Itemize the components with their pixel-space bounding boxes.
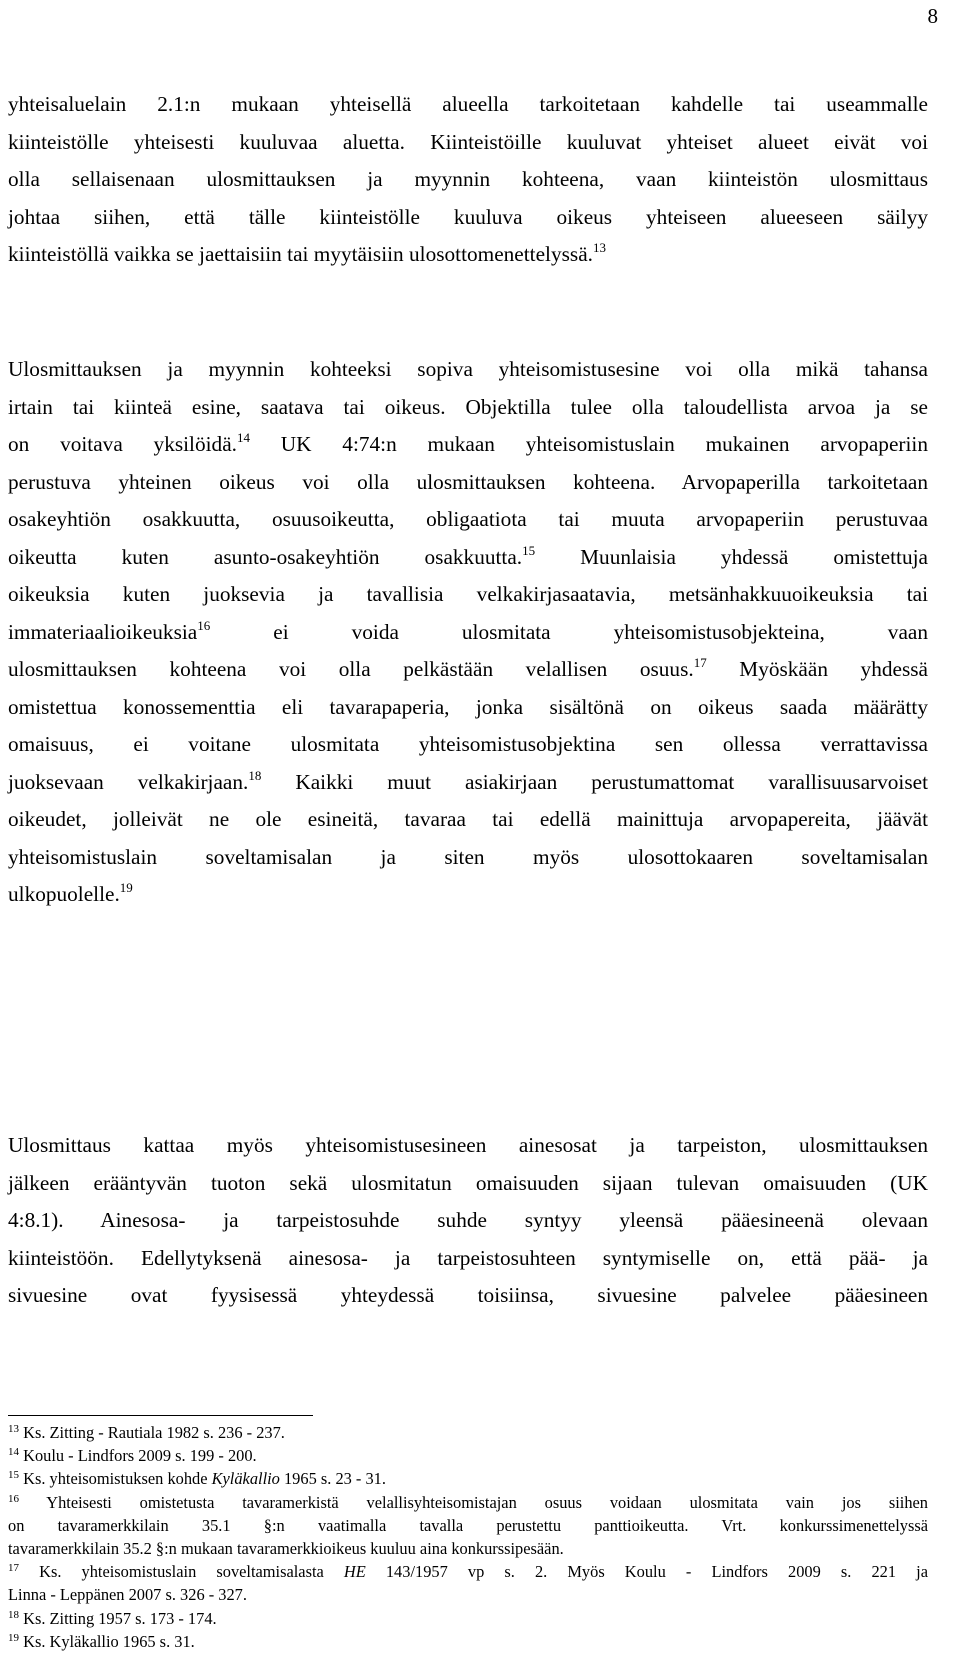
footnote-15 — [8, 1467, 928, 1490]
text-line: kiinteistöön. Edellytyksenä ainesosa- ja tarpeistosuhteen syntymiselle on, että pää- ja — [8, 1245, 928, 1270]
footnote-line: $^{13}$ Ks. Zitting - Rautiala 1982 s. 236 - 237. — [8, 1423, 285, 1442]
text-line: omistettua konossementtia eli tavarapaperia, jonka sisältönä on oikeus saada määrätty — [8, 694, 928, 719]
footnote-number: 14 — [8, 1446, 19, 1459]
footnote-ref: 17 — [693, 655, 707, 670]
footnote-14 — [8, 1444, 928, 1467]
text-line: immateriaalioikeuksia$^{16}$ ei voida ulosmitata yhteisomistusobjekteina, vaan — [8, 617, 928, 644]
text-line: perustuva yhteinen oikeus voi olla ulosmittauksen kohteena. Arvopaperilla tarkoitetaan — [8, 469, 928, 494]
text-line: oikeuksia kuten juoksevia ja tavallisia velkakirjasaatavia, metsänhakkuuoikeuksia tai — [8, 582, 928, 606]
footnote-separator — [8, 1415, 313, 1416]
text-line: ulosmittauksen kohteena voi olla pelkästään velallisen osuus.$^{17}$ Myöskään yhdessä — [8, 655, 928, 681]
text-line: irtain tai kiinteä esine, saatava tai oikeus. Objektilla tulee olla taloudellista arvoa ja se — [8, 394, 928, 419]
text-line: sivuesine ovat fyysisessä yhteydessä toisiinsa, sivuesine palvelee pääesineen — [8, 1283, 928, 1307]
footnote-ref: 15 — [522, 542, 536, 558]
paragraph-2 — [8, 351, 928, 914]
footnote-16 — [8, 1491, 928, 1561]
footnote-ref: 13 — [592, 240, 606, 255]
text-line: omaisuus, ei voitane ulosmitata yhteisomistusobjektina sen ollessa verrattavissa — [8, 732, 928, 756]
footnote-ref: 16 — [197, 617, 211, 633]
footnote-line: Linna - Leppänen 2007 s. 326 - 327. — [8, 1585, 247, 1605]
footnote-ref: 14 — [236, 430, 250, 445]
footnote-19 — [8, 1630, 928, 1653]
text-line: kiinteistöllä vaikka se jaettaisiin tai myytäisiin ulosottomenettelyssä.$^{13}$ — [8, 240, 606, 266]
text-line: 4:8.1). Ainesosa- ja tarpeistosuhde suhde syntyy yleensä pääesineenä olevaan — [8, 1208, 928, 1232]
footnote-13 — [8, 1421, 928, 1444]
footnote-number: 18 — [8, 1608, 19, 1621]
text-line: ulkopuolelle.$^{19}$ — [8, 880, 133, 906]
footnote-18 — [8, 1607, 928, 1630]
footnote-number: 13 — [8, 1423, 19, 1435]
text-line: oikeutta kuten asunto-osakeyhtiön osakkuutta.$^{15}$ Muunlaisia yhdessä omistettuja — [8, 542, 928, 569]
footnote-number: 15 — [8, 1469, 19, 1482]
footnote-line: $^{18}$ Ks. Zitting 1957 s. 173 - 174. — [8, 1608, 217, 1628]
footnote-line: $^{16}$ Yhteisesti omistetusta tavaramerkistä velallisyhteisomistajan osuus voidaan ulosmitata vain jos siihen — [8, 1492, 928, 1512]
text-line: johtaa siihen, että tälle kiinteistölle kuuluva oikeus yhteiseen alueeseen säilyy — [8, 204, 928, 229]
text-line: Ulosmittauksen ja myynnin kohteeksi sopiva yhteisomistusesine voi olla mikä tahansa — [8, 357, 928, 381]
text-line: oikeudet, jolleivät ne ole esineitä, tavaraa tai edellä mainittuja arvopapereita, jäävät — [8, 807, 928, 831]
footnote-ref: 18 — [248, 767, 262, 783]
text-line: jälkeen erääntyvän tuoton sekä ulosmitatun omaisuuden sijaan tulevan omaisuuden (UK — [8, 1170, 928, 1195]
text-line: yhteisomistuslain soveltamisalan ja siten myös ulosottokaaren soveltamisalan — [8, 844, 928, 869]
footnote-17 — [8, 1560, 928, 1606]
paragraph-1 — [8, 86, 928, 274]
footnote-line: on tavaramerkkilain 35.1 §:n vaatimalla tavalla perustettu panttioikeutta. Vrt. konkurssimenettelyssä — [8, 1515, 928, 1535]
text-line: olla sellaisenaan ulosmittauksen ja myynnin kohteena, vaan kiinteistön ulosmittaus — [8, 167, 928, 191]
text-line: kiinteistölle yhteisesti kuuluvaa aluetta. Kiinteistöille kuuluvat yhteiset alueet eivät voi — [8, 129, 928, 154]
footnote-line: $^{15}$ Ks. yhteisomistuksen kohde Kyläkallio 1965 s. 23 - 31. — [8, 1469, 386, 1489]
text-line: osakeyhtiön osakkuutta, osuusoikeutta, obligaatiota tai muuta arvopaperiin perustuvaa — [8, 507, 928, 531]
footnote-line: $^{19}$ Ks. Kyläkallio 1965 s. 31. — [8, 1631, 195, 1651]
footnote-line: $^{14}$ Koulu - Lindfors 2009 s. 199 - 200. — [8, 1446, 257, 1466]
footnote-number: 19 — [8, 1631, 19, 1644]
footnote-ref: 19 — [119, 880, 133, 895]
paragraph-3 — [8, 1127, 928, 1315]
footnote-number: 16 — [8, 1492, 19, 1505]
footnote-number: 17 — [8, 1562, 19, 1575]
footnote-line: tavaramerkkilain 35.2 §:n mukaan tavaramerkkioikeus kuuluu aina konkurssipesään. — [8, 1539, 564, 1559]
text-line: juoksevaan velkakirjaan.$^{18}$ Kaikki muut asiakirjaan perustumattomat varallisuusarvoiset — [8, 767, 929, 794]
text-line: yhteisaluelain 2.1:n mukaan yhteisellä alueella tarkoitetaan kahdelle tai useammalle — [8, 92, 928, 116]
footnotes — [8, 1421, 928, 1653]
text-line: on voitava yksilöidä.$^{14}$ UK 4:74:n mukaan yhteisomistuslain mukainen arvopaperiin — [8, 430, 928, 456]
text-line: Ulosmittaus kattaa myös yhteisomistusesineen ainesosat ja tarpeiston, ulosmittauksen — [8, 1133, 928, 1157]
footnote-line: $^{17}$ Ks. yhteisomistuslain soveltamisalasta HE 143/1957 vp s. 2. Myös Koulu - Lindfors 2009 s. 221 ja — [8, 1562, 928, 1582]
page-number: 8 — [927, 4, 938, 28]
